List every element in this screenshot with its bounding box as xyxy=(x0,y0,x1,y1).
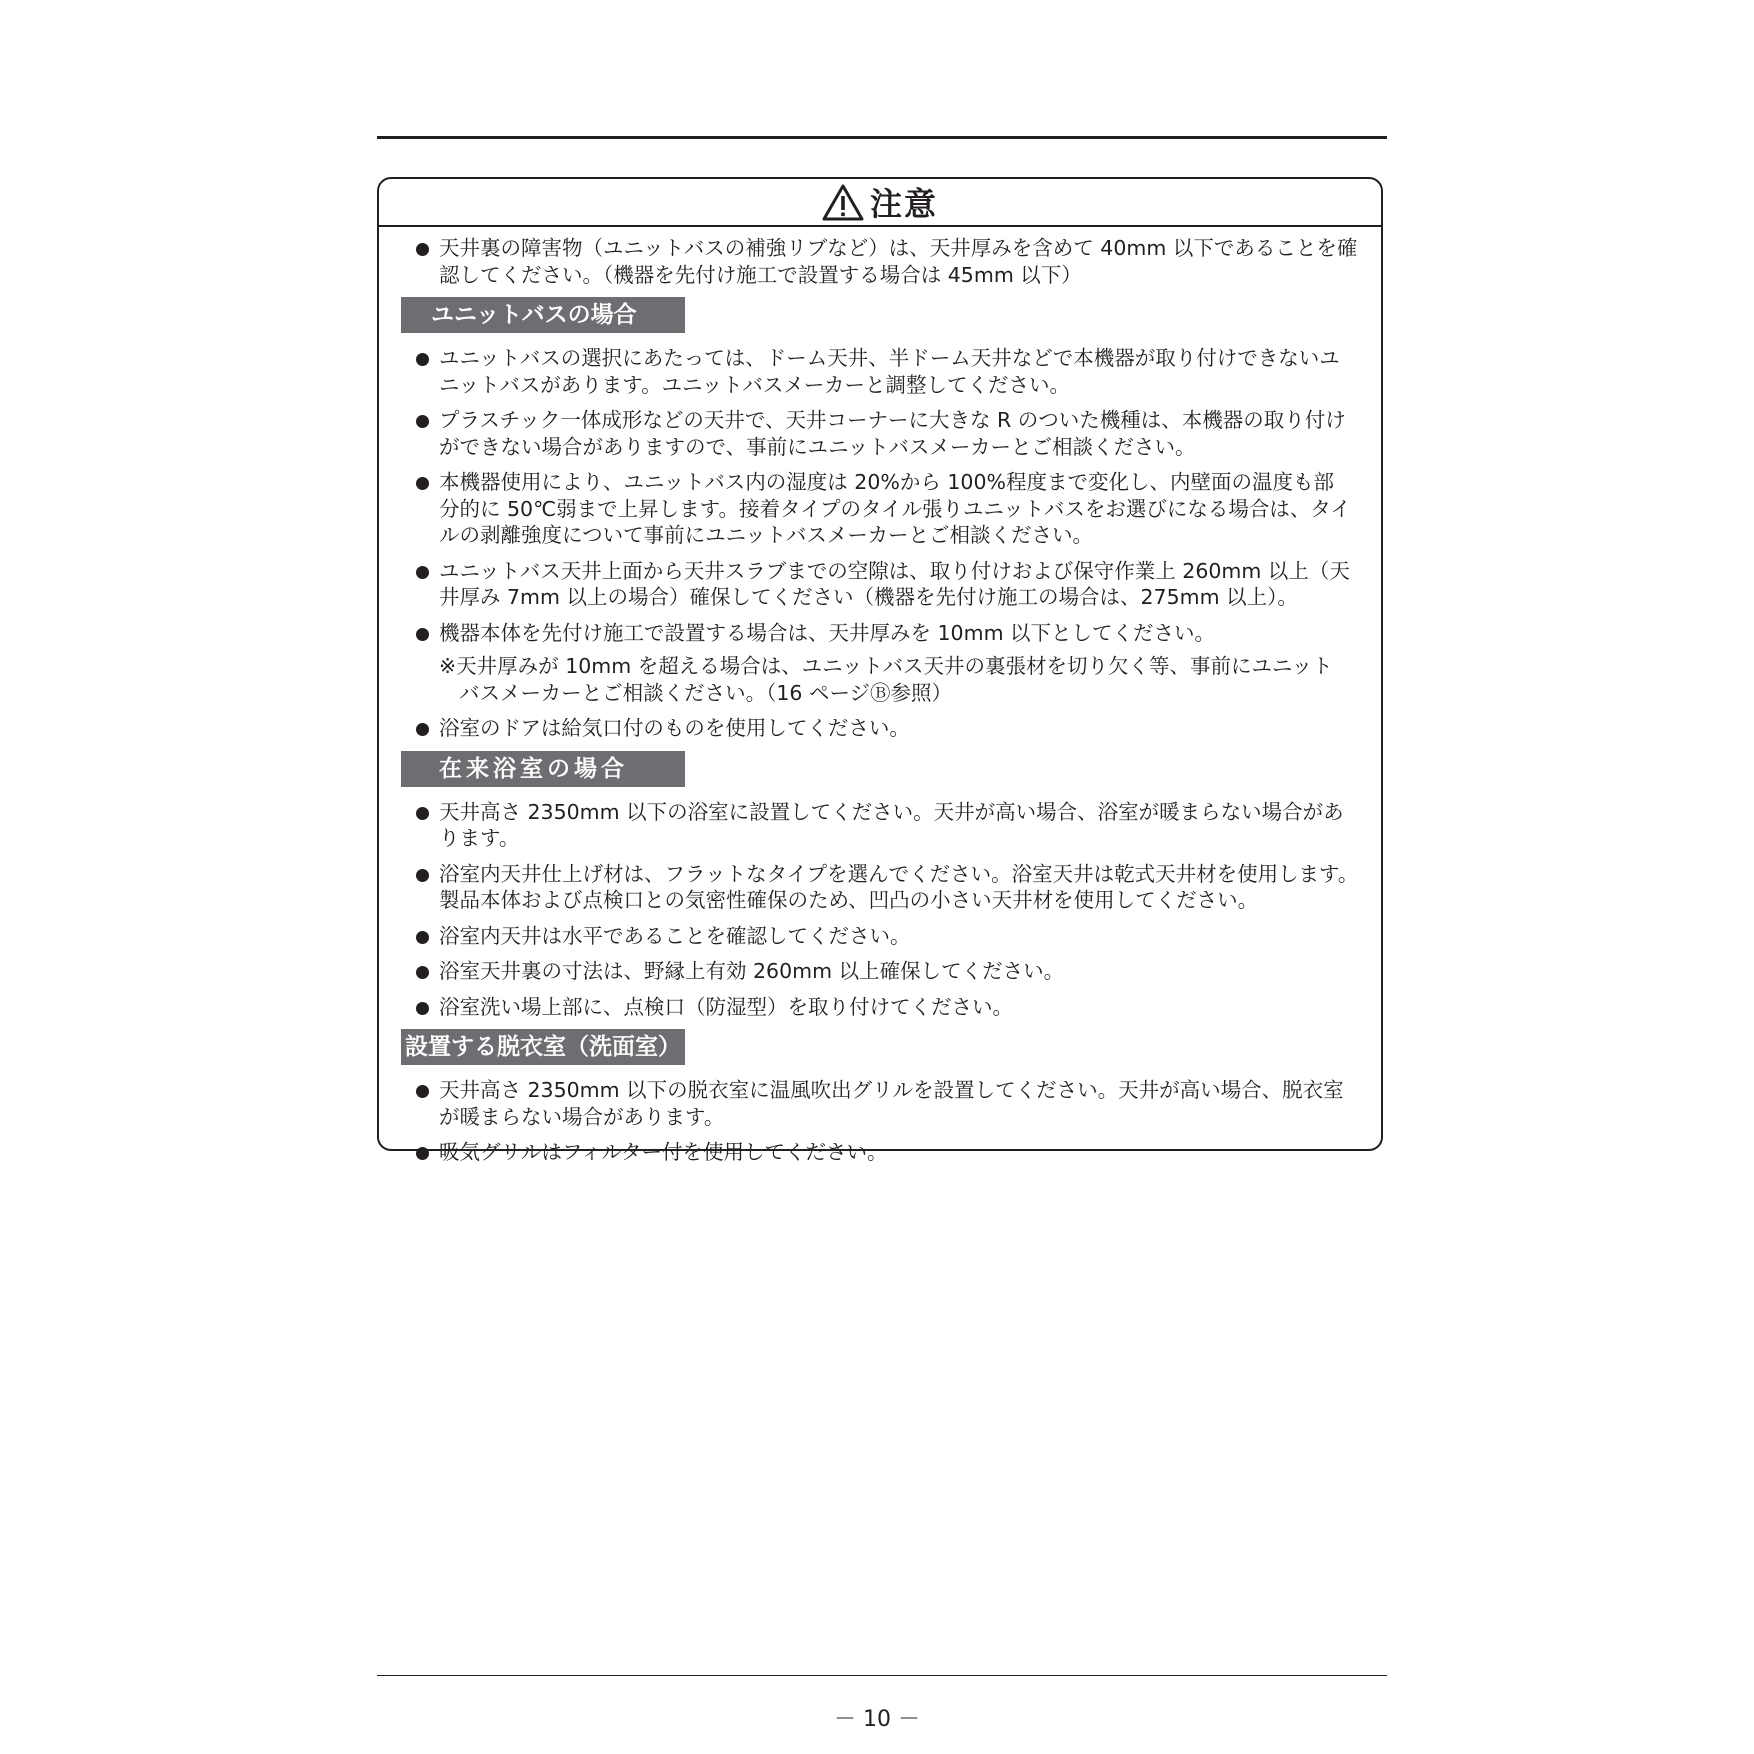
bullet-line: 機器本体を先付け施工で設置する場合は、天井厚みを 10mm 以下としてください。 xyxy=(439,620,1216,645)
bullet-line: 認してください。（機器を先付け施工で設置する場合は 45mm 以下） xyxy=(439,262,1082,287)
caution-header xyxy=(379,179,1381,227)
bullet-dot xyxy=(416,1002,429,1015)
bullet-line: 浴室内天井は水平であることを確認してください。 xyxy=(439,923,911,948)
bullet-line: ニットバスがあります。ユニットバスメーカーと調整してください。 xyxy=(439,372,1070,397)
bullet-dot xyxy=(416,966,429,979)
bullet-dot xyxy=(416,477,429,490)
caution-title: 注意 xyxy=(869,185,938,223)
bullet-line: 浴室洗い場上部に、点検口（防湿型）を取り付けてください。 xyxy=(439,994,1013,1019)
bullet-line: 天井裏の障害物（ユニットバスの補強リブなど）は、天井厚みを含めて 40mm 以下であることを確 xyxy=(439,236,1358,260)
bullet-line: ユニットバス天井上面から天井スラブまでの空隙は、取り付けおよび保守作業上 260mm 以上（天 xyxy=(439,558,1350,583)
list-item xyxy=(379,1139,1381,1166)
list-item xyxy=(379,715,1381,742)
bullet-line: 製品本体および点検口との気密性確保のため、凹凸の小さい天井材を使用してください。 xyxy=(439,888,1259,912)
bullet-line: ユニットバスの選択にあたっては、ドーム天井、半ドーム天井などで本機器が取り付けできないユ xyxy=(439,346,1340,370)
bullet-line: 吸気グリルはフィルター付を使用してください。 xyxy=(439,1140,888,1164)
bullet-line: 浴室のドアは給気口付のものを使用してください。 xyxy=(439,716,910,740)
section-heading-unit-bath: ユニットバスの場合 xyxy=(401,297,685,333)
list-item xyxy=(379,469,1381,549)
bottom-rule xyxy=(377,1675,1387,1676)
list-item xyxy=(379,620,1381,647)
bullet-line: 井厚み 7mm 以上の場合）確保してください（機器を先付け施工の場合は、275mm 以上）。 xyxy=(439,585,1298,609)
list-item xyxy=(379,799,1381,852)
section-heading-conventional-bath: 在来浴室の場合 xyxy=(401,751,685,787)
bullet-dot xyxy=(416,1085,429,1098)
list-item xyxy=(379,1077,1381,1130)
list-item xyxy=(379,861,1381,914)
bullet-line: ります。 xyxy=(439,826,520,850)
intro-bullet xyxy=(379,235,1381,288)
bullet-line: が暖まらない場合があります。 xyxy=(439,1104,725,1129)
bullet-dot xyxy=(416,869,429,882)
bullet-line: ルの剥離強度について事前にユニットバスメーカーとご相談ください。 xyxy=(439,523,1093,547)
note-line: バスメーカーとご相談ください。（16 ページⒷ参照） xyxy=(459,680,953,705)
bullet-dot xyxy=(416,723,429,736)
bullet-dot xyxy=(416,1147,429,1160)
bullet-line: 分的に 50℃弱まで上昇します。接着タイプのタイル張りユニットバスをお選びになる場合は、タイ xyxy=(439,496,1351,521)
caution-content xyxy=(379,227,1381,1166)
bullet-dot xyxy=(416,566,429,579)
top-rule xyxy=(377,136,1387,139)
bullet-line: プラスチック一体成形などの天井で、天井コーナーに大きな R のついた機種は、本機器の取り付け xyxy=(439,408,1346,432)
list-item xyxy=(379,958,1381,985)
caution-box xyxy=(377,177,1383,1164)
bullet-dot xyxy=(416,628,429,641)
list-item xyxy=(379,923,1381,950)
bullet-line: ができない場合がありますので、事前にユニットバスメーカーとご相談ください。 xyxy=(439,434,1196,459)
bullet-line: 本機器使用により、ユニットバス内の湿度は 20%から 100%程度まで変化し、内壁面の温度も部 xyxy=(439,470,1334,494)
bullet-dot xyxy=(416,353,429,366)
bullet-line: 浴室内天井仕上げ材は、フラットなタイプを選んでください。浴室天井は乾式天井材を使用します。 xyxy=(439,861,1359,886)
bullet-dot xyxy=(416,931,429,944)
bullet-line: 天井高さ 2350mm 以下の浴室に設置してください。天井が高い場合、浴室が暖まらない場合があ xyxy=(439,799,1344,824)
list-item xyxy=(379,407,1381,460)
warning-triangle-icon xyxy=(822,184,864,221)
list-item xyxy=(379,558,1381,611)
list-item xyxy=(379,345,1381,398)
bullet-dot xyxy=(416,807,429,820)
note-line: ※天井厚みが 10mm を超える場合は、ユニットバス天井の裏張材を切り欠く等、事前にユニット xyxy=(439,654,1333,678)
page-number: － 10 － xyxy=(834,1707,920,1732)
list-item xyxy=(379,994,1381,1021)
bullet-line: 天井高さ 2350mm 以下の脱衣室に温風吹出グリルを設置してください。天井が高い場合、脱衣室 xyxy=(439,1078,1344,1102)
bullet-dot xyxy=(416,243,429,256)
bullet-line: 浴室天井裏の寸法は、野縁上有効 260mm 以上確保してください。 xyxy=(439,959,1065,983)
note xyxy=(379,653,1381,706)
section-heading-dressing-room: 設置する脱衣室（洗面室） xyxy=(401,1029,685,1065)
bullet-dot xyxy=(416,415,429,428)
